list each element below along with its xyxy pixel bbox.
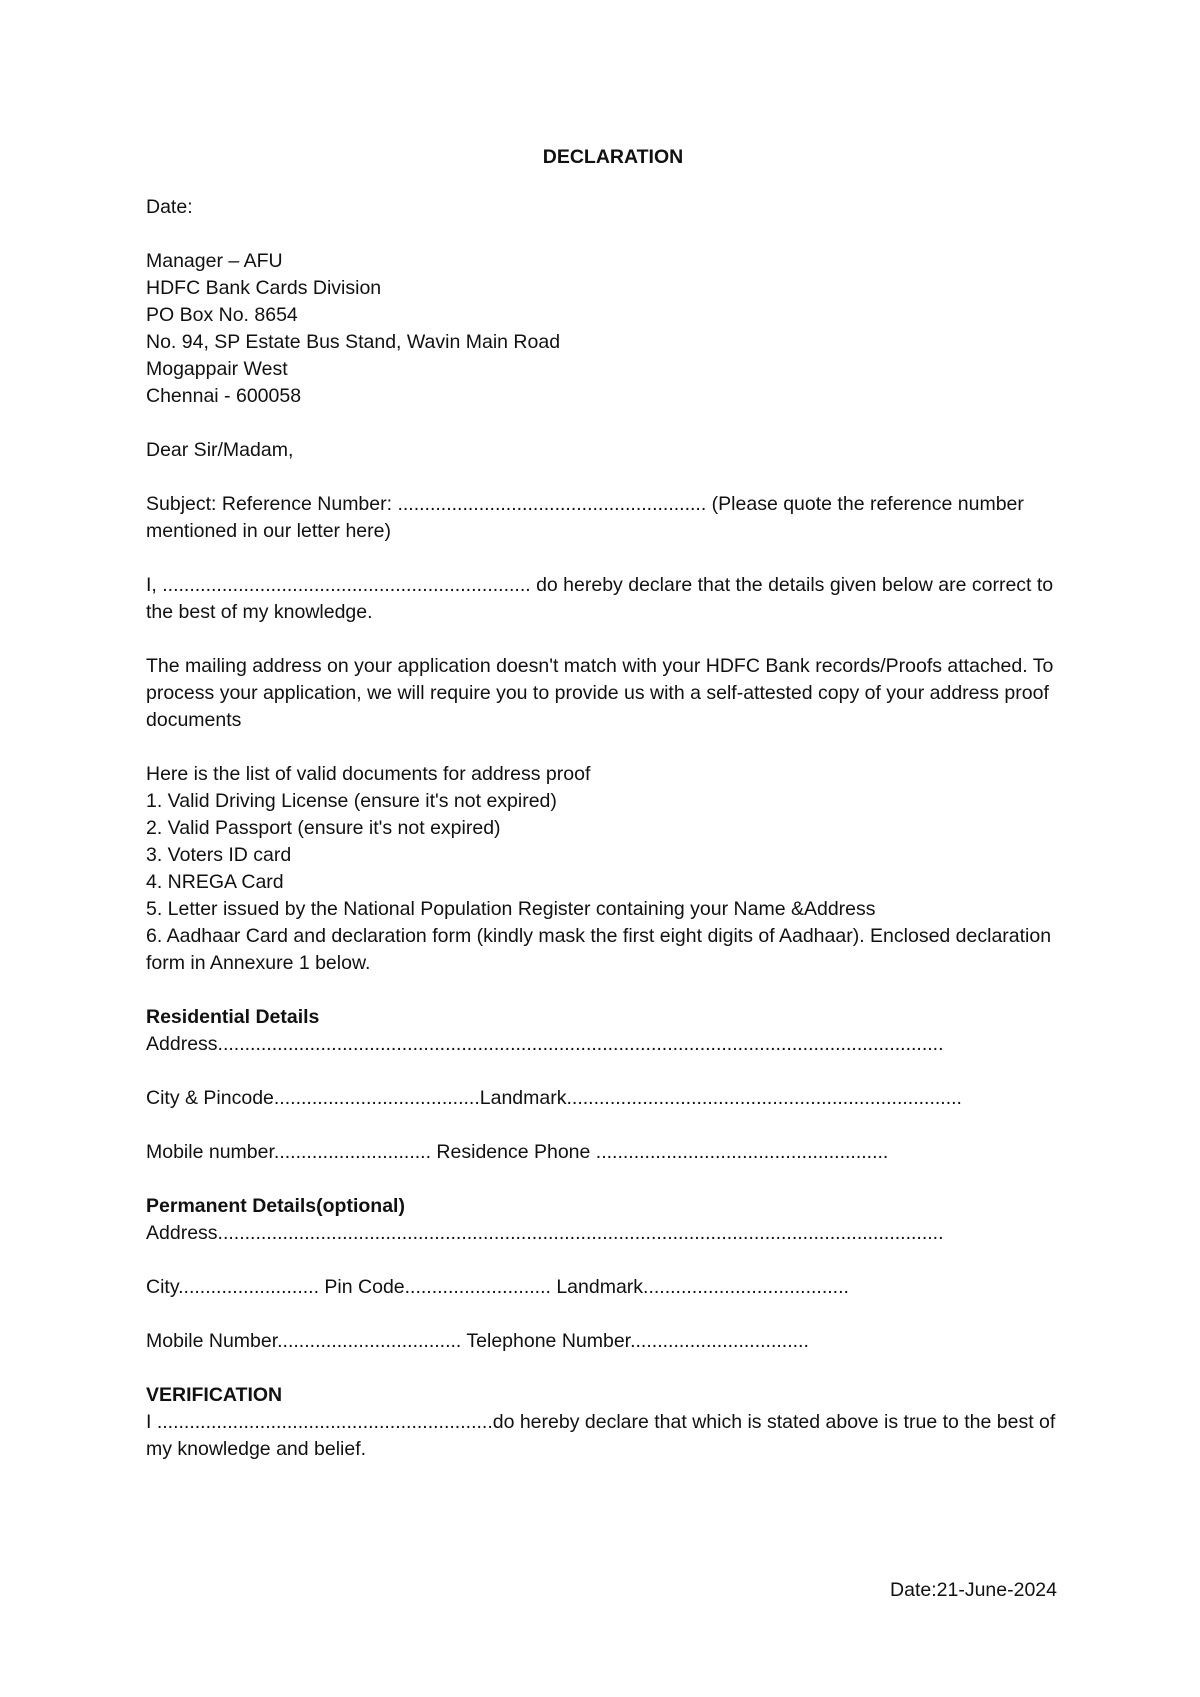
residential-city-pincode-landmark-field[interactable]: City & Pincode......................................Landmark......................................................................... — [146, 1087, 962, 1109]
residential-mobile-phone-field[interactable]: Mobile number............................. Residence Phone ...................................................... — [146, 1141, 889, 1163]
document-item: 5. Letter issued by the National Population Register containing your Name &Address — [146, 898, 876, 920]
document-item: 2. Valid Passport (ensure it's not expired) — [146, 817, 501, 839]
recipient-line: HDFC Bank Cards Division — [146, 277, 382, 299]
recipient-line: PO Box No. 8654 — [146, 304, 298, 326]
permanent-city-pin-landmark-field[interactable]: City.......................... Pin Code........................... Landmark...................................... — [146, 1276, 849, 1298]
permanent-details-section — [146, 1193, 1066, 1247]
recipient-line: No. 94, SP Estate Bus Stand, Wavin Main Road — [146, 331, 561, 353]
document-item: 1. Valid Driving License (ensure it's not expired) — [146, 790, 557, 812]
residential-heading: Residential Details — [146, 1006, 320, 1028]
verification-heading: VERIFICATION — [146, 1384, 283, 1406]
declaration-intro: I, .................................................................... do hereby declare that the details given below are correct to the best of my knowledge. — [146, 574, 1054, 623]
permanent-address-field[interactable]: Address...................................................................................................................................... — [146, 1222, 944, 1244]
document-item: 4. NREGA Card — [146, 871, 284, 893]
document-item: 3. Voters ID card — [146, 844, 292, 866]
document-item: 6. Aadhaar Card and declaration form (kindly mask the first eight digits of Aadhaar). Enclosed declaration form in Annexure 1 below. — [146, 925, 1052, 974]
recipient-line: Manager – AFU — [146, 250, 283, 272]
valid-documents-list — [146, 761, 1066, 977]
address-mismatch-notice: The mailing address on your application doesn't match with your HDFC Bank records/Proofs attached. To process your application, we will require you to provide us with a self-attested copy of your address proof documents — [146, 655, 1054, 731]
document-body — [146, 144, 1066, 1490]
salutation: Dear Sir/Madam, — [146, 439, 294, 461]
footer-date: Date:21-June-2024 — [890, 1579, 1057, 1601]
documents-heading: Here is the list of valid documents for address proof — [146, 763, 591, 785]
residential-address-field[interactable]: Address...................................................................................................................................... — [146, 1033, 944, 1055]
page-title: DECLARATION — [542, 146, 684, 168]
recipient-line: Chennai - 600058 — [146, 385, 302, 407]
permanent-heading: Permanent Details(optional) — [146, 1195, 405, 1217]
date-label: Date: — [146, 196, 193, 218]
recipient-address-block — [146, 248, 1066, 410]
verification-section — [146, 1382, 1066, 1463]
residential-details-section — [146, 1004, 1066, 1058]
subject-line: Subject: Reference Number: ......................................................... (Please quote the reference number mentioned in our letter here) — [146, 493, 1024, 542]
verification-text: I ..............................................................do hereby declare that which is stated above is true to the best of my knowledge and belief. — [146, 1411, 1056, 1460]
recipient-line: Mogappair West — [146, 358, 288, 380]
permanent-mobile-telephone-field[interactable]: Mobile Number.................................. Telephone Number................................. — [146, 1330, 809, 1352]
